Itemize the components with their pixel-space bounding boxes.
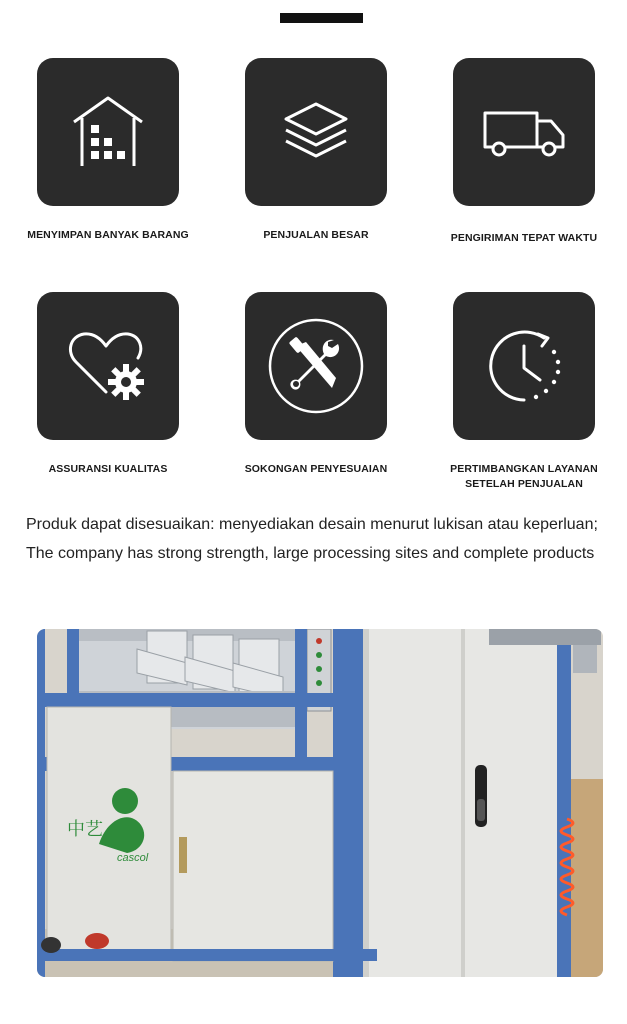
feature-customization — [216, 292, 416, 477]
truck-icon — [479, 97, 569, 167]
feature-tile — [453, 58, 595, 206]
feature-tile — [37, 58, 179, 206]
feature-tile — [245, 58, 387, 206]
feature-after-sales — [424, 292, 624, 492]
feature-label: PERTIMBANGKAN LAYANAN SETELAH PENJUALAN — [450, 463, 598, 490]
feature-label: PENGIRIMAN TEPAT WAKTU — [450, 232, 598, 244]
feature-label: ASSURANSI KUALITAS — [48, 463, 168, 475]
clock-icon — [482, 324, 566, 408]
feature-quality — [8, 292, 208, 477]
description-line-2: The company has strong strength, large processing sites and complete products — [26, 545, 595, 562]
machine-illustration — [37, 629, 603, 977]
heart-gear-icon — [66, 326, 150, 406]
feature-storage — [8, 58, 208, 243]
feature-sales — [216, 58, 416, 243]
svg-text:cascol: cascol — [117, 852, 149, 864]
product-photo — [37, 629, 603, 977]
description-line-1: Produk dapat disesuaikan: menyediakan desain menurut lukisan atau keperluan; — [26, 516, 598, 533]
feature-label: SOKONGAN PENYESUAIAN — [244, 463, 388, 475]
feature-label: MENYIMPAN BANYAK BARANG — [27, 229, 189, 241]
feature-tile — [453, 292, 595, 440]
tools-icon — [266, 316, 366, 416]
top-divider-bar — [280, 13, 363, 23]
svg-text:中艺: 中艺 — [67, 819, 103, 840]
warehouse-icon — [68, 92, 148, 172]
layers-icon — [276, 92, 356, 172]
feature-delivery — [424, 58, 624, 246]
feature-label: PENJUALAN BESAR — [263, 229, 369, 241]
feature-tile — [37, 292, 179, 440]
feature-tile — [245, 292, 387, 440]
